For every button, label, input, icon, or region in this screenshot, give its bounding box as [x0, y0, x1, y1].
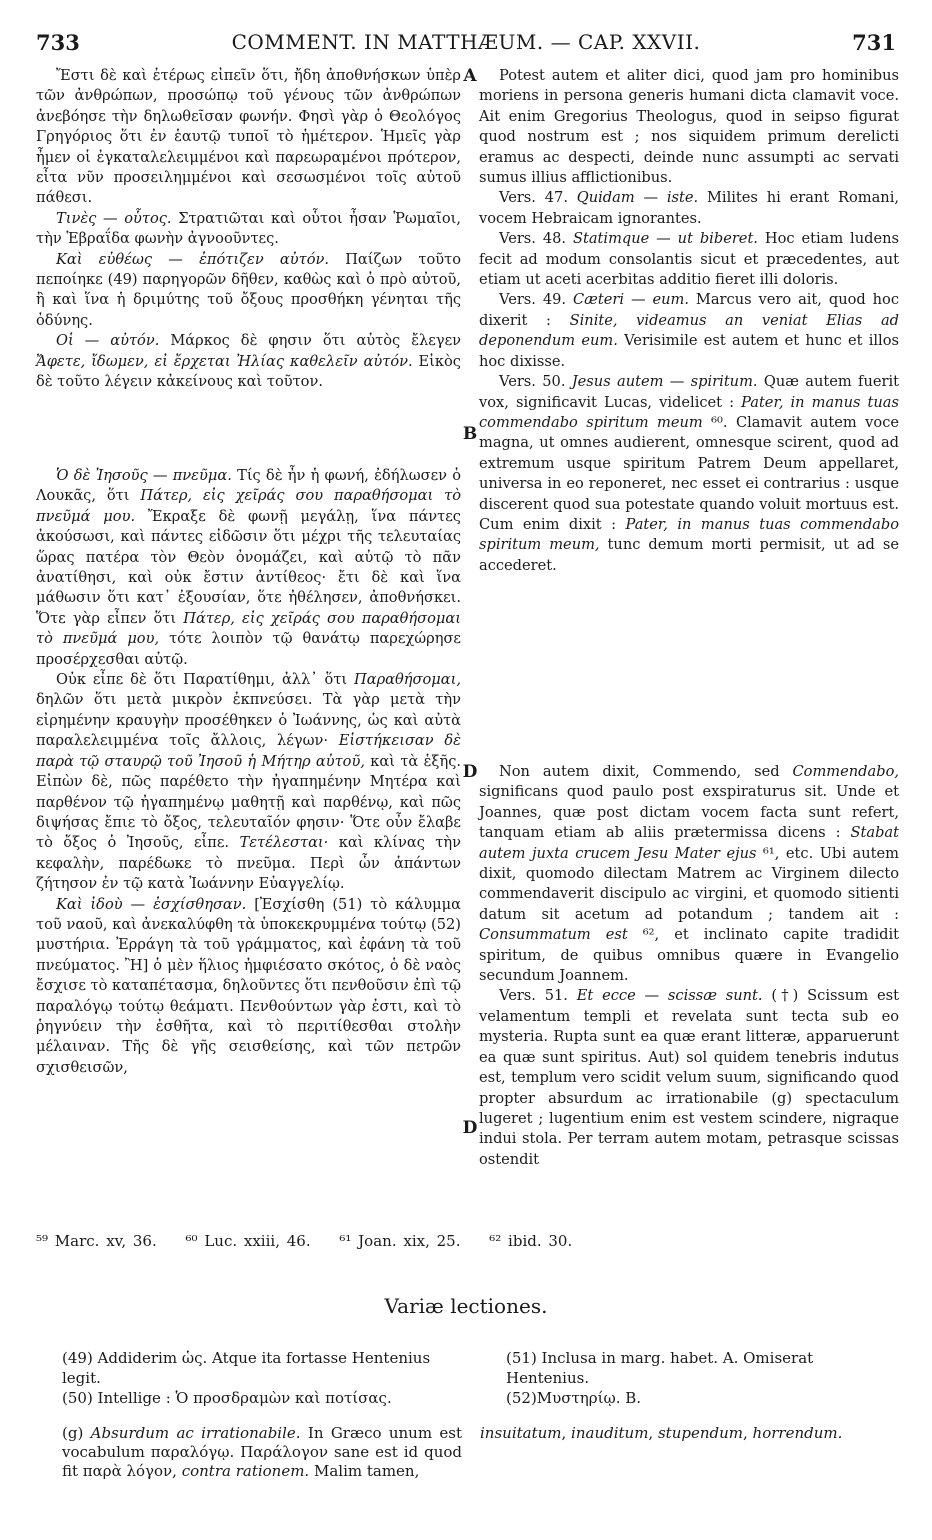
greek-lemma: Καὶ εὐθέως — ἐπότιζεν αὐτόν. — [56, 250, 329, 268]
greek-text: Οὐκ εἶπε δὲ ὅτι Παρατίθημι, ἀλλ᾽ ὅτι — [56, 671, 354, 689]
greek-text: Ἔκραξε δὲ φωνῇ μεγάλῃ, ἵνα πάντες ἀκούσωσι, καὶ πάντες εἰδῶσιν ὅτι μέχρι τῆς τελευταίας ὥρας πατέρα τὸν Θεὸν ὀνομάζει, καὶ αὐτῷ τὸ πᾶν ἀνατίθησι, καὶ οὐκ ἔστιν ἀντίθεος· ἔτι δὲ καὶ ἵνα μάθωσιν ὅτι κατ᾽ ἐξουσίαν, ὅτε ἠθέλησεν, ἀποθνήσκει. Ὅτε γὰρ εἶπεν ὅτι — [36, 507, 461, 627]
latin-text: Hoc etiam ludens fecit ad modum consolantis sicut et præcedentes, aut etiam ut aceti acerbitas additio fieret illi doloris. — [479, 230, 899, 289]
latin-column — [479, 66, 899, 576]
latin-paragraph — [479, 986, 899, 1170]
page-number-right: 731 — [852, 30, 896, 55]
note-text: Malim tamen, — [309, 1462, 420, 1480]
greek-paragraph — [36, 895, 461, 1079]
latin-quote: Pater, in manus tuas commendabo spiritum meum — [479, 393, 899, 431]
greek-quote: Εἱστήκεισαν δὲ παρὰ τῷ σταυρῷ τοῦ Ἰησοῦ ἡ Μήτηρ αὐτοῦ, — [36, 732, 461, 770]
latin-paragraph — [479, 290, 899, 372]
latin-quote: Stabat autem juxta crucem Jesu Mater ejus — [479, 824, 899, 862]
latin-text: . Clamavit autem voce magna, ut omnes audierent, omnesque scirent, quod ad extremum usque spiritum Patrem Deum appellaret, universa in eo reponeret, nec esset ei contrarius : usque discerent quod sua potestate quando voluit mortuus est. Cum enim dixit : — [479, 413, 900, 533]
greek-paragraph — [36, 209, 461, 250]
margin-marker-b: B — [462, 424, 478, 444]
latin-paragraph — [479, 372, 899, 576]
verse-number: Vers. 51. — [499, 987, 568, 1005]
greek-quote: Τετέλεσται· — [239, 834, 329, 852]
page-number-left: 733 — [36, 30, 80, 55]
footnote: ⁶⁰ Luc. xxiii, 46. — [185, 1232, 311, 1250]
latin-quote: Consummatum est — [479, 926, 628, 944]
verse-number: Vers. 49. — [499, 291, 567, 309]
note-word: stupendum — [657, 1424, 743, 1442]
latin-text: Marcus vero ait, quod hoc dixerit : — [479, 291, 900, 329]
variant-reading: (50) Intellige : Ὁ προσδραμὼν καὶ ποτίσας. — [62, 1389, 392, 1407]
greek-text: δηλῶν ὅτι μετὰ μικρὸν ἐκπνεύσει. Τὰ γὰρ μετὰ τὴν εἰρημένην κραυγὴν προσέθηκεν ὁ Ἰωάννης, ὡς καὶ αὐτὰ παραλελειμμένα τοῖς ἄλλοις, λέγων· — [36, 691, 461, 750]
latin-text: Milites hi erant Romani, vocem Hebraicam ignorantes. — [479, 189, 899, 227]
latin-lemma: Et ecce — scissæ sunt. — [576, 987, 763, 1005]
variant-readings-left — [62, 1348, 462, 1408]
greek-text: [Ἐσχίσθη (51) τὸ κάλυμμα τοῦ ναοῦ, καὶ ἀνεκαλύφθη τὰ ὑποκεκρυμμένα τούτῳ (52) μυστήρια. Ἐρράγη τὰ τοῦ γράμματος, καὶ ἐφάνη τὰ τοῦ πνεύματος. Ἢ] ὁ μὲν ἥλιος ἠμφιέσατο σκότος, ὁ δὲ ναὸς ἔσχισε τὸ καταπέτασμα, δηλοῦντες ὅτι πενθοῦσιν ἐπὶ τῷ παραλόγῳ τούτῳ θεάματι. Πενθούντων γὰρ ἐστι, καὶ τὸ ῥηγνύειν τὴν ἐσθῆτα, καὶ τὸ περιτίθεσθαι στολὴν μέλαιναν. Τῆς δὲ γῆς σεισθείσης, καὶ τῶν πετρῶν σχισθεισῶν, — [36, 895, 461, 1076]
editorial-note — [62, 1424, 462, 1481]
footnote-ref: ⁶² — [627, 926, 655, 944]
footnote-ref: ⁶⁰ — [702, 413, 723, 431]
greek-lemma: Ὁ δὲ Ἰησοῦς — πνεῦμα. — [56, 467, 232, 484]
greek-quote: Παραθήσομαι, — [354, 671, 461, 689]
latin-text: tunc demum morti permisit, ut ad se accederet. — [479, 536, 899, 574]
margin-marker-d: D — [462, 1118, 478, 1138]
note-text: In Græco unum est vocabulum παραλόγῳ. Παράλογον sane est id quod fit παρὰ λόγον, — [62, 1424, 463, 1480]
greek-lemma: Οἱ — αὐτόν. — [56, 332, 160, 350]
latin-paragraph — [479, 762, 899, 986]
latin-lemma: Jesus autem — spiritum. — [571, 373, 758, 391]
greek-text: Παίζων τοῦτο πεποίηκε (49) παρηγορῶν δῆθεν, καθὼς καὶ ὁ πρὸ αὐτοῦ, ἢ καὶ ἵνα ἡ δριμύτης τοῦ ὄξους προσθήκη γένηται τῆς ὀδύνης. — [36, 250, 461, 329]
latin-column-lower — [479, 762, 899, 1170]
verse-number: Vers. 47. — [499, 189, 568, 207]
greek-column — [36, 66, 461, 393]
running-header — [36, 30, 896, 60]
latin-quote: Sinite, videamus an veniat Elias ad deponendum eum. — [479, 311, 899, 350]
greek-paragraph: Ἔστι δὲ καὶ ἑτέρως εἰπεῖν ὅτι, ἤδη ἀποθνήσκων ὑπὲρ τῶν ἀνθρώπων, προσώπῳ τοῦ γένους τῶν ἀνθρώπων ἀνεβόησε τὴν δηλωθεῖσαν φωνήν. Φησὶ γὰρ ὁ Θεολόγος Γρηγόριος ὅτι ἐν ἑαυτῷ τυποῖ τὸ ἡμέτερον. Ἡμεῖς γὰρ ἦμεν οἱ ἐγκαταλελειμμένοι καὶ παρεωραμένοι πρότερον, εἶτα νῦν προσειλημμένοι καὶ σεσωσμένοι τοῖς αὐτοῦ πάθεσι. — [36, 67, 461, 207]
greek-lemma: Τινὲς — οὗτος. — [56, 209, 172, 227]
latin-text: Verisimile est autem et hunc et illos hoc dixisse. — [479, 332, 900, 370]
latin-paragraph: Potest autem et aliter dici, quod jam pro hominibus moriens in persona generis humani dicta clamavit voce. Ait enim Gregorius Theologus, quod in seipso figurat quod nostrum est ; nos siquidem primum derelicti eramus ac despecti, deinde nunc assumpti ac servati sumus illius afflictionibus. — [479, 67, 899, 187]
greek-text: Στρατιῶται καὶ οὗτοι ἦσαν Ῥωμαῖοι, τὴν Ἑβραΐδα φωνὴν ἀγνοοῦντες. — [36, 209, 461, 248]
greek-paragraph — [36, 466, 461, 670]
margin-marker-a: A — [463, 66, 477, 86]
margin-marker-d: D — [462, 762, 478, 782]
greek-text: Εἰκὸς δὲ τοῦτο λέγειν κἀκείνους καὶ τοῦτον. — [36, 352, 461, 391]
verse-number: Vers. 50. — [499, 373, 566, 391]
latin-text: , et inclinato capite tradidit spiritum, de quibus omnibus quære in Evangelio secundum Joannem. — [479, 926, 899, 985]
latin-lemma: Quidam — iste. — [576, 189, 699, 207]
greek-column-lower — [36, 466, 461, 1078]
variant-reading: (49) Addiderim ὡς. Atque ita fortasse Hentenius legit. — [62, 1349, 431, 1387]
running-title: COMMENT. IN MATTHÆUM. — CAP. XXVII. — [231, 30, 701, 54]
greek-text: καὶ τὰ ἑξῆς. Εἰπὼν δὲ, πῶς παρέθετο τὴν ἠγαπημένην Μητέρα καὶ παρθένον τῷ ἠγαπημένῳ μαθητῇ καὶ παρθένῳ, καὶ πῶς διψήσας ἔπιε τὸ ὄξος, τελευταῖόν φησιν· Ὅτε οὖν ἔλαβε τὸ ὄξος ὁ Ἰησοῦς, εἶπε. — [36, 752, 462, 852]
variant-reading: (51) Inclusa in marg. habet. A. Omiserat Hentenius. — [506, 1349, 814, 1387]
footnotes — [36, 1232, 896, 1250]
latin-paragraph — [479, 188, 899, 229]
latin-quote: Commendabo, — [792, 763, 899, 780]
latin-paragraph — [479, 229, 899, 290]
greek-text: Μάρκος δὲ φησιν ὅτι αὐτὸς ἔλεγεν — [159, 332, 461, 350]
verse-number: Vers. 48. — [499, 230, 567, 248]
note-word: inauditum — [571, 1424, 649, 1442]
note-word: insuitatum — [480, 1424, 562, 1442]
greek-paragraph — [36, 331, 461, 392]
latin-lemma: Cæteri — eum. — [573, 291, 689, 309]
note-lemma: contra rationem. — [181, 1462, 310, 1480]
greek-lemma: Καὶ ἰδοὺ — ἐσχίσθησαν. — [56, 895, 247, 913]
editorial-note-continued: insuitatum, inauditum, stupendum, horrendum. — [480, 1424, 843, 1442]
greek-text: καὶ κλίνας τὴν κεφαλὴν, παρέδωκε τὸ πνεῦμα. Περὶ ὧν ἁπάντων ζήτησον ἐν τῷ κατὰ Ἰωάννην Εὐαγγελίῳ. — [36, 834, 461, 893]
latin-text: (†) Scissum est velamentum templi et revelata sunt tecta sub eo mysteria. Rupta sunt ea quæ erant litteræ, apparuerunt ea quæ sunt spiritus. Aut) sol quidem tenebris indutus est, templum vero scidit velum suum, significando quod propter absurdum ac irrationabile (g) spectaculum lugeret ; lugentium enim est vestem scindere, nigraque indui stola. Per terram autem motam, petrasque scissas ostendit — [479, 987, 899, 1168]
latin-text: significans quod paulo post exspiraturus sit. Unde et Joannes, quæ post dictam vocem facta sunt refert, tanquam etiam ab aliis prætermissa dicens : — [479, 783, 899, 842]
note-word: horrendum. — [752, 1424, 843, 1442]
greek-paragraph — [36, 250, 461, 332]
greek-quote: Ἄφετε, ἴδωμεν, εἰ ἔρχεται Ἠλίας καθελεῖν αὐτόν. — [36, 352, 413, 370]
latin-lemma: Statimque — ut biberet. — [572, 230, 758, 248]
footnote: ⁶² ibid. 30. — [489, 1232, 573, 1250]
latin-text: Non autem dixit, Commendo, sed — [499, 763, 793, 780]
variant-reading: (52)Μυστηρίῳ. B. — [506, 1389, 642, 1407]
latin-quote: Pater, in manus tuas commendabo spiritum meum, — [479, 515, 899, 554]
note-label: (g) — [62, 1424, 84, 1442]
greek-text: Τίς δὲ ἦν ἡ φωνή, ἐδήλωσεν ὁ Λουκᾶς, ὅτι — [36, 467, 461, 505]
latin-text: Quæ autem fuerit vox, significavit Lucas, videlicet : — [479, 373, 899, 411]
greek-quote: Πάτερ, εἰς χεῖράς σου παραθήσομαι τὸ πνεῦμά μου, — [36, 609, 461, 648]
latin-text: , etc. Ubi autem dixit, quomodo dilectam Matrem ac Virginem dilecto commendaverit discipulo ac virgini, et quomodo sitienti datum sit acetum ad potandum ; tandem ait : — [479, 844, 899, 923]
footnote-ref: ⁶¹ — [756, 844, 775, 862]
greek-paragraph — [36, 670, 461, 894]
variant-readings-right — [506, 1348, 900, 1408]
note-lemma: Absurdum ac irrationabile. — [90, 1424, 301, 1442]
footnote: ⁵⁹ Marc. xv, 36. — [36, 1232, 157, 1250]
greek-quote: Πάτερ, εἰς χεῖράς σου παραθήσομαι τὸ πνεῦμά μου. — [36, 487, 461, 525]
variae-lectiones-title: Variæ lectiones. — [384, 1294, 548, 1318]
footnote: ⁶¹ Joan. xix, 25. — [339, 1232, 461, 1250]
greek-text: τότε λοιπὸν τῷ θανάτῳ παρεχώρησε προσέρχεσθαι αὐτῷ. — [36, 630, 461, 668]
